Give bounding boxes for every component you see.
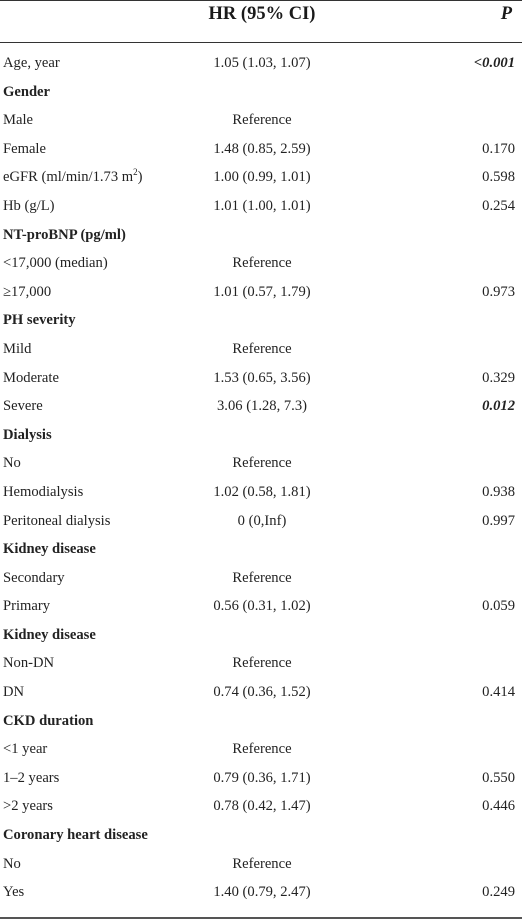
hr-value: 3.06 (1.28, 7.3) [217,398,307,415]
row-label: Gender [3,83,51,100]
p-value: 0.598 [482,169,515,186]
section-header-row [0,221,522,250]
section-header-row [0,306,522,335]
hr-value: 0.56 (0.31, 1.02) [213,598,311,615]
p-value: 0.446 [482,798,515,815]
row-label: Moderate [3,369,59,386]
row-label: CKD duration [3,712,94,729]
row-label: Female [3,140,46,157]
table-row [0,335,522,364]
row-label: Yes [3,884,25,901]
p-value: 0.059 [482,598,515,615]
row-label: Non-DN [3,655,55,672]
p-value: 0.973 [482,283,515,300]
p-value: 0.254 [482,197,515,214]
hr-value: Reference [232,855,292,872]
hr-value: 0 (0,Inf) [237,512,287,529]
section-header-row [0,421,522,450]
row-label: Kidney disease [3,626,96,643]
table-row [0,192,522,221]
hr-value: Reference [232,340,292,357]
hr-value: 1.01 (0.57, 1.79) [213,283,311,300]
row-label: Kidney disease [3,541,96,558]
row-label: Coronary heart disease [3,827,148,844]
p-value: 0.249 [482,884,515,901]
row-label: Peritoneal dialysis [3,512,111,529]
row-label: DN [3,684,25,701]
row-label: Age, year [3,55,60,71]
table-row [0,792,522,821]
hr-value: 1.48 (0.85, 2.59) [213,140,311,157]
p-value: 0.329 [482,369,515,386]
table-row [0,850,522,879]
header-p-value: P [500,4,512,24]
row-label: <17,000 (median) [3,255,108,272]
section-header-row [0,821,522,850]
row-label: Severe [3,398,43,415]
table-row [0,249,522,278]
superscript: 2 [133,167,138,178]
bottom-rule [0,917,522,919]
table-row [0,135,522,164]
hr-value: 0.78 (0.42, 1.47) [213,798,311,815]
hr-value: 1.02 (0.58, 1.81) [213,483,311,500]
table-row [0,49,522,78]
table-header [0,0,522,42]
table-row [0,735,522,764]
section-header-row [0,621,522,650]
row-label: 1–2 years [3,769,60,786]
row-label: Secondary [3,569,65,586]
p-value: 0.997 [482,512,515,529]
hr-value: Reference [232,112,292,129]
header-hr: HR (95% CI) [208,4,316,24]
hr-value: 1.53 (0.65, 3.56) [213,369,311,386]
hr-value: 0.79 (0.36, 1.71) [213,769,311,786]
hr-value: Reference [232,741,292,758]
row-label: Hb (g/L) [3,197,55,214]
hr-value: Reference [232,455,292,472]
p-value: <0.001 [473,55,515,71]
row-label: PH severity [3,312,76,329]
p-value: 0.414 [482,684,515,701]
row-label: Mild [3,340,32,357]
table-row [0,678,522,707]
table-row [0,507,522,536]
p-value: 0.012 [482,398,515,415]
table-row [0,478,522,507]
hr-value: 1.05 (1.03, 1.07) [213,55,311,71]
table-row [0,278,522,307]
p-value: 0.550 [482,769,515,786]
section-header-row [0,535,522,564]
row-label: No [3,455,21,472]
table-row [0,564,522,593]
table-row [0,592,522,621]
section-header-row [0,707,522,736]
table-row [0,649,522,678]
row-label: >2 years [3,798,53,815]
row-label: Male [3,112,33,129]
hr-value: 0.74 (0.36, 1.52) [213,684,311,701]
table-row [0,764,522,793]
hr-value: Reference [232,569,292,586]
table-row [0,392,522,421]
row-label: Primary [3,598,51,615]
hr-value: 1.01 (1.00, 1.01) [213,197,311,214]
table-row [0,364,522,393]
hr-value: 1.00 (0.99, 1.01) [213,169,311,186]
table-body [0,49,522,907]
p-value: 0.938 [482,483,515,500]
row-label: No [3,855,21,872]
row-label: Hemodialysis [3,483,84,500]
hr-value: Reference [232,655,292,672]
section-header-row [0,78,522,107]
row-label: NT-proBNP (pg/ml) [3,226,126,243]
row-label: eGFR (ml/min/1.73 $m^2$) [3,167,143,186]
hr-value: Reference [232,255,292,272]
p-value: 0.170 [482,140,515,157]
table-row [0,878,522,907]
row-label: ≥17,000 [3,283,52,300]
table-row [0,106,522,135]
row-label: Dialysis [3,426,52,443]
header-rule [0,42,522,43]
hr-value: 1.40 (0.79, 2.47) [213,884,311,901]
table-row [0,163,522,192]
table-row [0,449,522,478]
row-label: <1 year [3,741,48,758]
